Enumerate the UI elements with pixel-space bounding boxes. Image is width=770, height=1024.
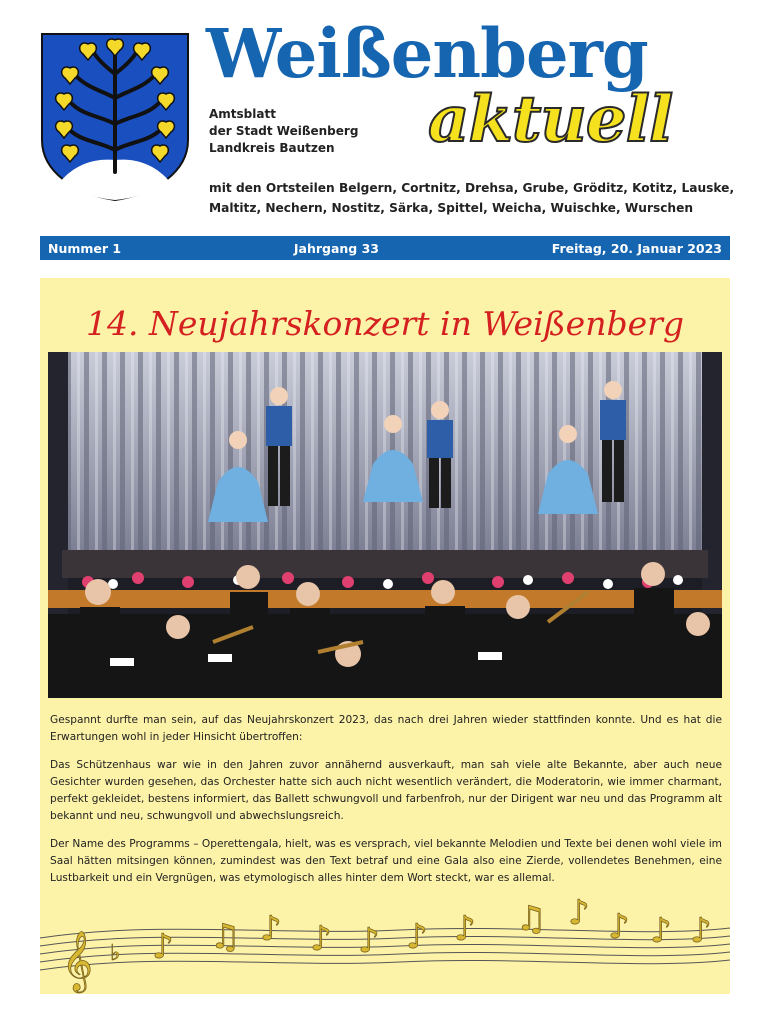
issue-date: Freitag, 20. Januar 2023: [551, 240, 722, 256]
concert-stage-photo-icon: [48, 352, 722, 698]
town-crest-tree-icon: [40, 32, 190, 202]
svg-text:♪: ♪: [568, 893, 590, 933]
issue-volume: Jahrgang 33: [293, 240, 379, 256]
svg-text:♫: ♫: [210, 917, 241, 957]
article-paragraph: Der Name des Programms – Operettengala, hielt, was es versprach, viel bekannte Melodien und Texte bei denen wohl viele im Saal hätten mitsingen können, zumindest was den Text betraf und eine Gala also eine Zierde, vollendetes Benehmen, eine Lustbarkeit und ein Vergnügen, was etymologisch alles hinter dem Wort steckt, war es allemal.: [50, 838, 722, 884]
publisher-line: der Stadt Weißenberg: [209, 124, 359, 138]
svg-text:𝄞: 𝄞: [62, 931, 93, 991]
svg-text:♭: ♭: [110, 941, 121, 966]
svg-text:♪: ♪: [650, 911, 672, 951]
masthead-subtitle: aktuell: [428, 82, 673, 157]
article-paragraph: Das Schützenhaus war wie in den Jahren zuvor annähernd ausverkauft, man sah viele alte Bekannte, aber auch neue Gesichter wurden gesehen, das Orchester hatte sich auch nicht wesentlich verändert, die Moderatorin, wie immer charmant, perfekt gekleidet, bestens informiert, das Ballett schwungvoll und farbenfroh, nur der Dirigent war neu und das Programm alt bekannt und neu, schwungvoll und abwechslungsreich.: [50, 759, 722, 822]
svg-text:♫: ♫: [516, 899, 547, 939]
masthead-title: Weißenberg: [206, 14, 648, 93]
article-headline: 14. Neujahrskonzert in Weißenberg: [85, 304, 685, 343]
article-paragraph: Gespannt durfte man sein, auf das Neujahrskonzert 2023, das nach drei Jahren wieder stattfinden konnte. Und es hat die Erwartungen wohl in jeder Hinsicht übertroffen:: [50, 714, 722, 743]
issue-bar: [40, 236, 730, 260]
publisher-line: Landkreis Bautzen: [209, 141, 335, 155]
svg-text:♪: ♪: [406, 917, 428, 957]
districts-list: mit den Ortsteilen Belgern, Cortnitz, Drehsa, Grube, Gröditz, Kotitz, Lauske, Maltitz, Nechern, Nostitz, Särka, Spittel, Weicha, Wuischke, Wurschen: [209, 181, 735, 215]
publisher-block: [209, 106, 358, 157]
publisher-line: Amtsblatt: [209, 107, 276, 121]
svg-text:♪: ♪: [454, 909, 476, 949]
svg-text:♪: ♪: [310, 919, 332, 959]
article-panel: [40, 278, 730, 994]
svg-text:♪: ♪: [608, 907, 630, 947]
music-staff-notes-icon: [40, 878, 730, 994]
svg-text:♪: ♪: [690, 911, 712, 951]
svg-text:♪: ♪: [358, 921, 380, 961]
article-body: [50, 712, 722, 898]
svg-text:♪: ♪: [260, 909, 282, 949]
issue-number: Nummer 1: [48, 240, 122, 256]
svg-text:♪: ♪: [152, 927, 174, 967]
